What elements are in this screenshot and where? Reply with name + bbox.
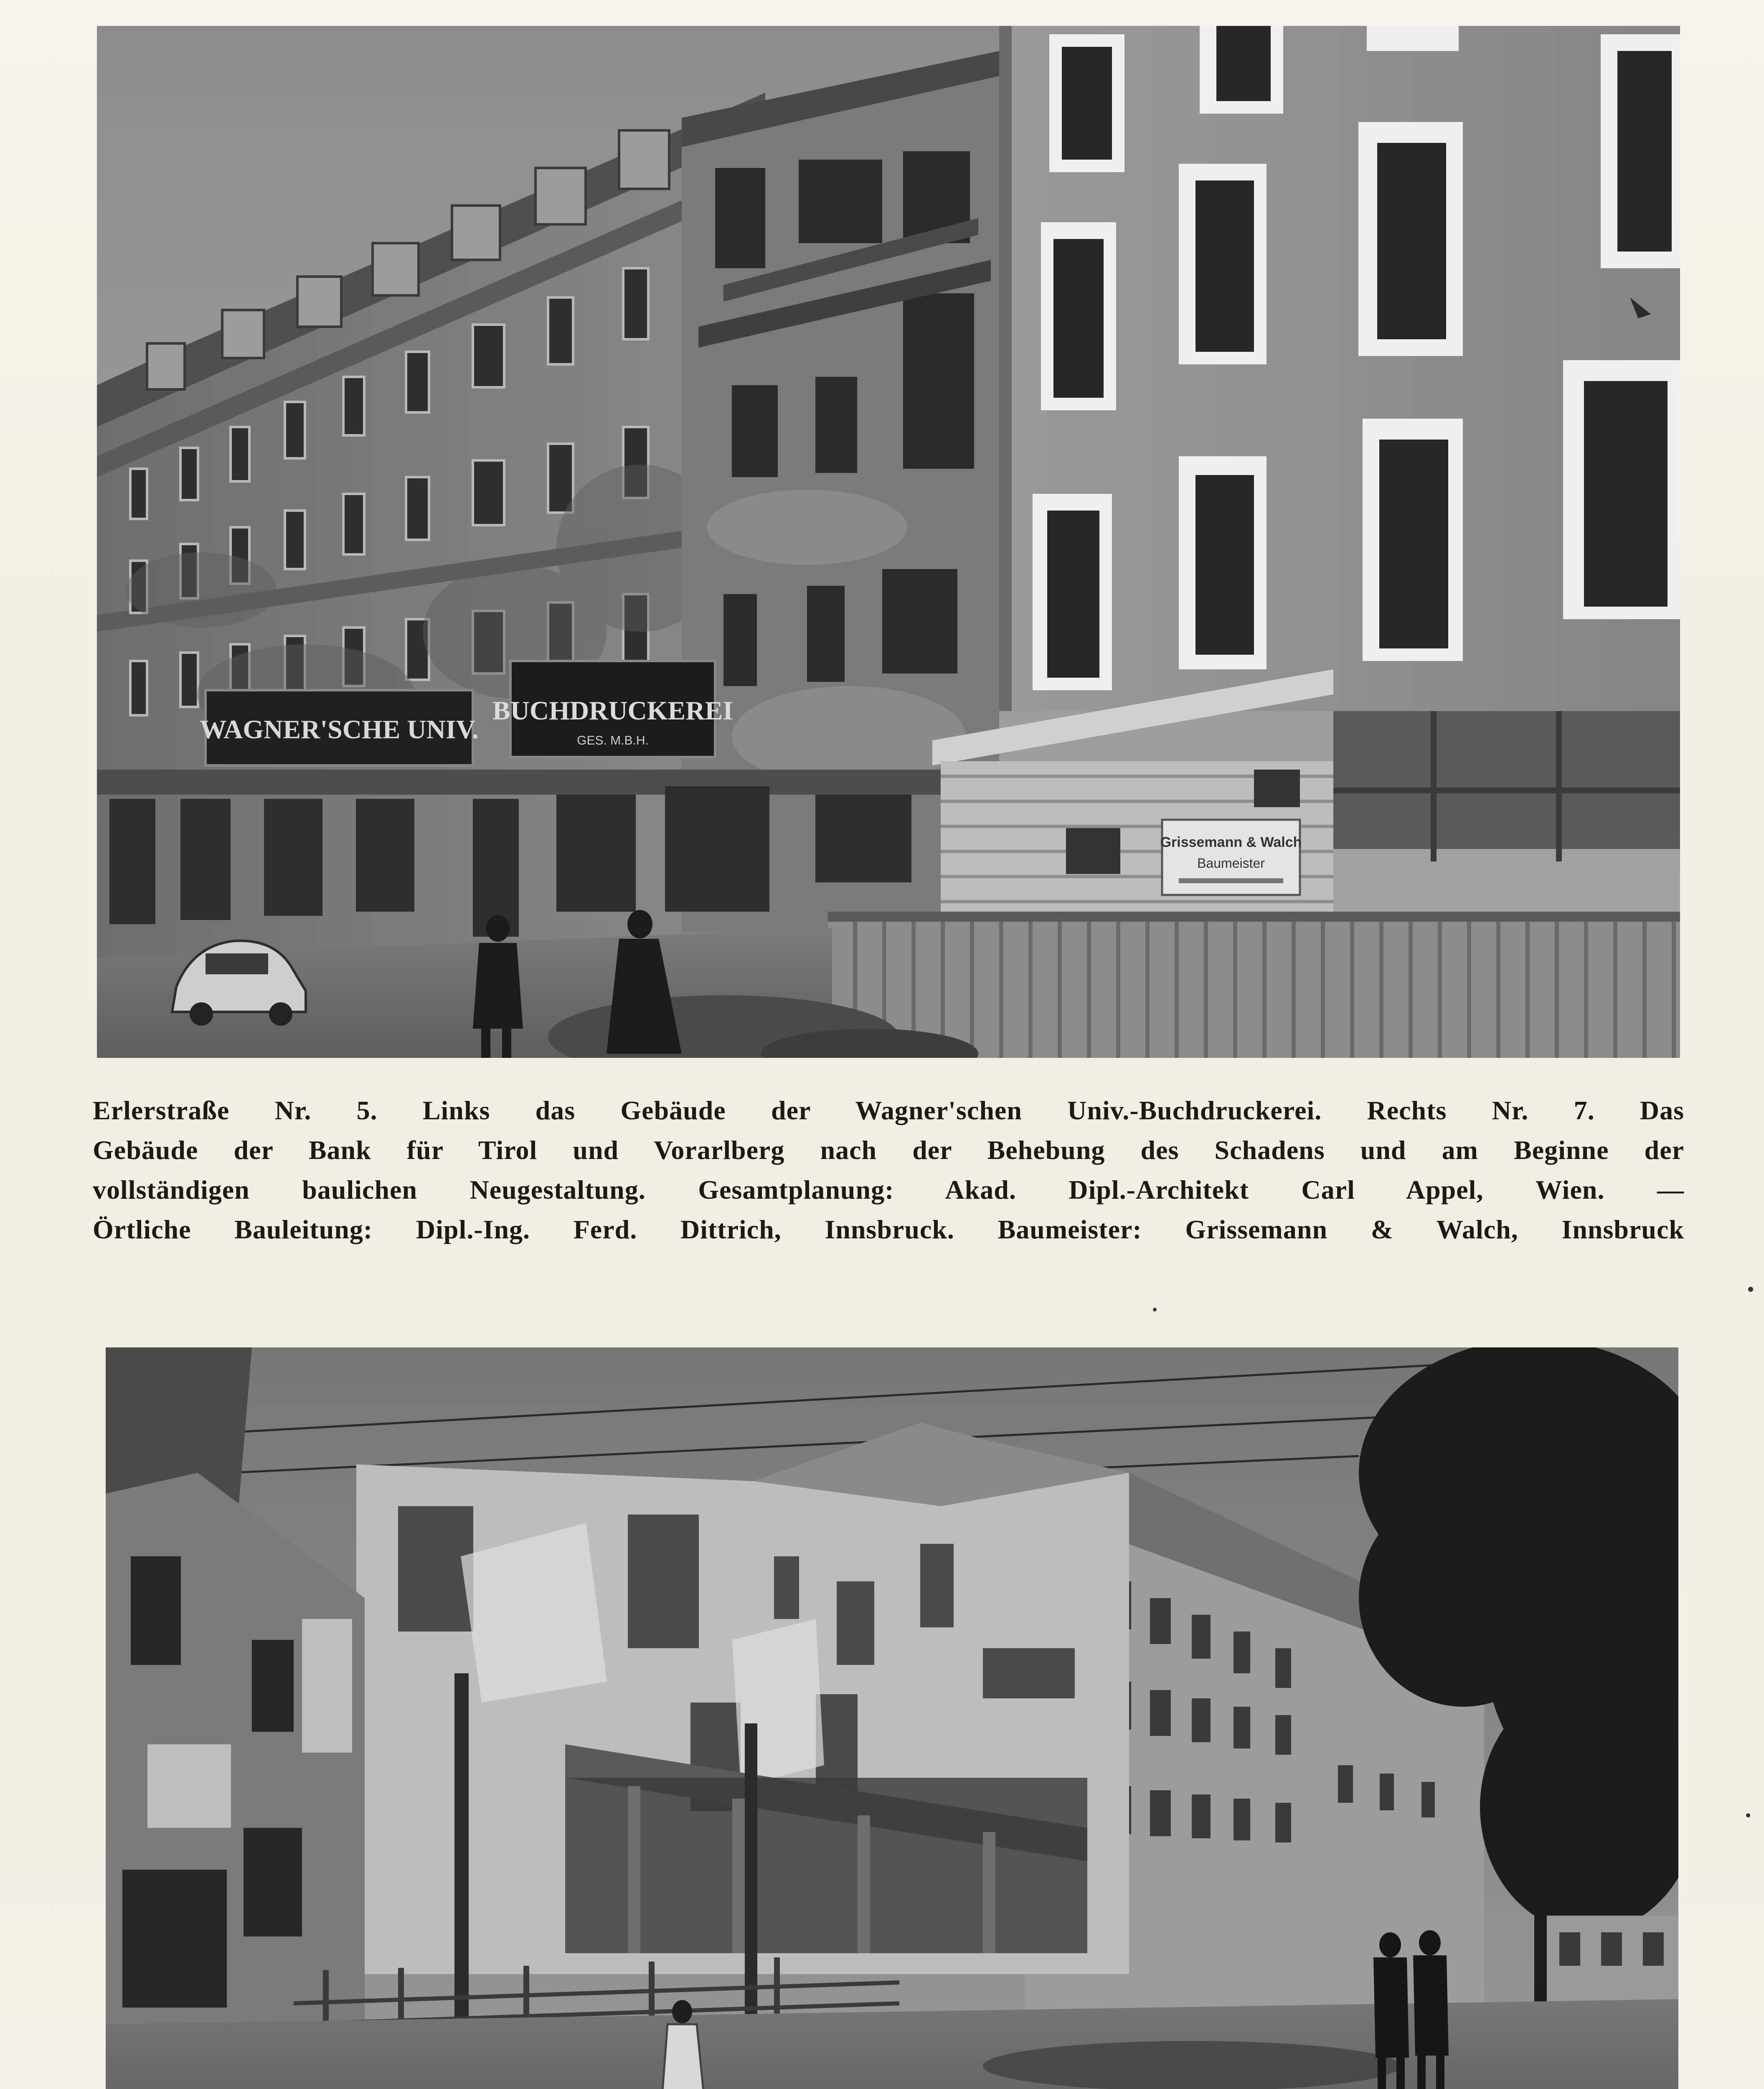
dust-speck — [1748, 1287, 1753, 1292]
sign-baumeister — [1160, 820, 1302, 895]
caption-top-line-1: Erlerstraße Nr. 5. Links das Gebäude der Wagner'schen Univ.-Buchdruckerei. Rechts Nr. 7. Das — [93, 1095, 1684, 1125]
photo-erlerstrasse — [97, 26, 1680, 1058]
sign-baumeister-line1: Grissemann & Walch — [1160, 834, 1302, 850]
photo-wilhelm-greil-strasse — [106, 1347, 1678, 2089]
dust-speck — [1746, 1813, 1750, 1817]
photo-erlerstrasse-image — [97, 26, 1680, 1058]
sign-buchdruckerei-text: BUCHDRUCKEREI — [492, 696, 734, 725]
dust-speck — [1153, 1308, 1157, 1311]
sign-baumeister-line2: Baumeister — [1197, 856, 1265, 871]
photo-wilhelm-greil-strasse-image — [106, 1347, 1678, 2089]
caption-top-line-2: Gebäude der Bank für Tirol und Vorarlberg nach der Behebung des Schadens und am Beginne der — [93, 1135, 1684, 1165]
caption-top-line-3: vollständigen baulichen Neugestaltung. Gesamtplanung: Akad. Dipl.-Architekt Carl Appel, Wien. — — [93, 1175, 1684, 1205]
sign-buchdruckerei-suffix: GES. M.B.H. — [577, 734, 649, 747]
caption-erlerstrasse — [93, 1090, 1684, 1249]
sign-wagner — [200, 690, 478, 765]
caption-top-line-4: Örtliche Bauleitung: Dipl.-Ing. Ferd. Dittrich, Innsbruck. Baumeister: Grissemann & Walch, Innsbruck — [93, 1215, 1684, 1244]
sign-buchdruckerei — [492, 661, 733, 757]
sign-wagner-text: WAGNER'SCHE UNIV. — [200, 714, 479, 744]
